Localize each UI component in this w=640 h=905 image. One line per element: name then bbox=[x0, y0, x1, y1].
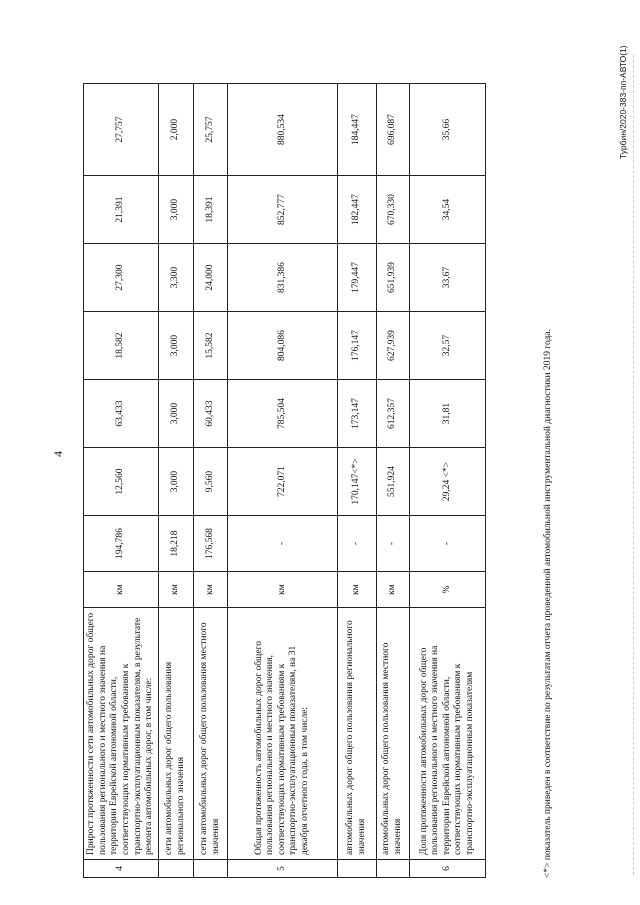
table-cell: 551,924 bbox=[377, 448, 410, 516]
table-cell: 3,000 bbox=[159, 312, 194, 380]
table-cell: - bbox=[377, 516, 410, 572]
table-cell: 176,568 bbox=[194, 516, 228, 572]
table-cell: 29,24 <*> bbox=[410, 448, 486, 516]
row-number: 4 bbox=[84, 860, 159, 878]
row-number: 5 bbox=[228, 860, 338, 878]
document-code: Турбин/2020-383-пп-АВТО(1) bbox=[618, 45, 628, 159]
table-row bbox=[84, 84, 159, 878]
table-cell: 176,147 bbox=[338, 312, 377, 380]
margin-divider bbox=[633, 55, 634, 875]
table-cell: 27,757 bbox=[84, 84, 159, 176]
table-cell: 18,582 bbox=[84, 312, 159, 380]
table-cell: 194,786 bbox=[84, 516, 159, 572]
table-cell: 60,433 bbox=[194, 380, 228, 448]
table-cell: 2,000 bbox=[159, 84, 194, 176]
table-row bbox=[194, 84, 228, 878]
table-cell: 170,147<*> bbox=[338, 448, 377, 516]
row-name: сети автомобильных дорог общего пользования регионального значения bbox=[159, 608, 194, 860]
table-cell: 3,000 bbox=[159, 448, 194, 516]
table-cell: 627,939 bbox=[377, 312, 410, 380]
table-cell: 184,447 bbox=[338, 84, 377, 176]
table-cell: 21,391 bbox=[84, 176, 159, 244]
table-cell: - bbox=[338, 516, 377, 572]
table-cell: 18,218 bbox=[159, 516, 194, 572]
table-cell: 3,000 bbox=[159, 176, 194, 244]
row-unit: км bbox=[377, 572, 410, 608]
table-cell: 18,391 bbox=[194, 176, 228, 244]
table-row bbox=[159, 84, 194, 878]
row-name: Общая протяженность автомобильных дорог общего пользования регионального и местного значения, соответствующих нормативным требованиям к транспортно-эксплуатационным показателям, на 31 декабря отчетного года, в том числе: bbox=[228, 608, 338, 860]
table-cell: 696,087 bbox=[377, 84, 410, 176]
table-cell: 722,071 bbox=[228, 448, 338, 516]
table-cell: 182,447 bbox=[338, 176, 377, 244]
row-number bbox=[159, 860, 194, 878]
table-cell: 670,330 bbox=[377, 176, 410, 244]
table-cell: 3,000 bbox=[159, 380, 194, 448]
table-row bbox=[228, 84, 338, 878]
table-cell: 34,54 bbox=[410, 176, 486, 244]
row-number: 6 bbox=[410, 860, 486, 878]
row-name: Прирост протяженности сети автомобильных дорог общего пользования регионального и местного значения на территории Еврейской автономной области, соответствующих нормативным требованиям к транспортно-эксплуатационным показателям, в результате ремонта автомобильных дорог, в том числе: bbox=[84, 608, 159, 860]
table-row bbox=[410, 84, 486, 878]
indicators-table bbox=[83, 83, 486, 878]
table-cell: 804,086 bbox=[228, 312, 338, 380]
row-unit: км bbox=[338, 572, 377, 608]
table-cell: 12,560 bbox=[84, 448, 159, 516]
table-cell: 63,433 bbox=[84, 380, 159, 448]
row-unit: км bbox=[194, 572, 228, 608]
row-name: Доля протяженности автомобильных дорог общего пользования регионального и местного значения на территории Еврейской автономной области, соответствующих нормативным требованиям к транспортно-эксплуатационным показателям bbox=[410, 608, 486, 860]
footnote: <*> показатель приведен в соответствие по результатам отчета проведенной автомобильной инструментальной диагностики 2019 года. bbox=[543, 329, 553, 878]
table-cell: 831,386 bbox=[228, 244, 338, 312]
table-cell: 612,357 bbox=[377, 380, 410, 448]
table-cell: 651,939 bbox=[377, 244, 410, 312]
table-cell: 27,300 bbox=[84, 244, 159, 312]
table-cell: 15,582 bbox=[194, 312, 228, 380]
table-row bbox=[377, 84, 410, 878]
page-number: 4 bbox=[51, 451, 65, 457]
table-cell: 31,81 bbox=[410, 380, 486, 448]
table-cell: 9,560 bbox=[194, 448, 228, 516]
row-number bbox=[377, 860, 410, 878]
table-cell: 880,534 bbox=[228, 84, 338, 176]
table-cell: 24,000 bbox=[194, 244, 228, 312]
table-cell: 852,777 bbox=[228, 176, 338, 244]
row-name: автомобильных дорог общего пользования регионального значения bbox=[338, 608, 377, 860]
row-name: автомобильных дорог общего пользования местного значения bbox=[377, 608, 410, 860]
row-unit: % bbox=[410, 572, 486, 608]
table-cell: 179,447 bbox=[338, 244, 377, 312]
row-unit: км bbox=[159, 572, 194, 608]
row-unit: км bbox=[228, 572, 338, 608]
table-cell: 3,300 bbox=[159, 244, 194, 312]
table-cell: 35,66 bbox=[410, 84, 486, 176]
table-cell: 25,757 bbox=[194, 84, 228, 176]
table-cell: - bbox=[410, 516, 486, 572]
row-number bbox=[194, 860, 228, 878]
table-cell: 785,504 bbox=[228, 380, 338, 448]
table-cell: - bbox=[228, 516, 338, 572]
table-row bbox=[338, 84, 377, 878]
table-cell: 173,147 bbox=[338, 380, 377, 448]
row-name: сети автомобильных дорог общего пользования местного значения bbox=[194, 608, 228, 860]
row-unit: км bbox=[84, 572, 159, 608]
row-number bbox=[338, 860, 377, 878]
table-cell: 32,57 bbox=[410, 312, 486, 380]
table-cell: 33,67 bbox=[410, 244, 486, 312]
